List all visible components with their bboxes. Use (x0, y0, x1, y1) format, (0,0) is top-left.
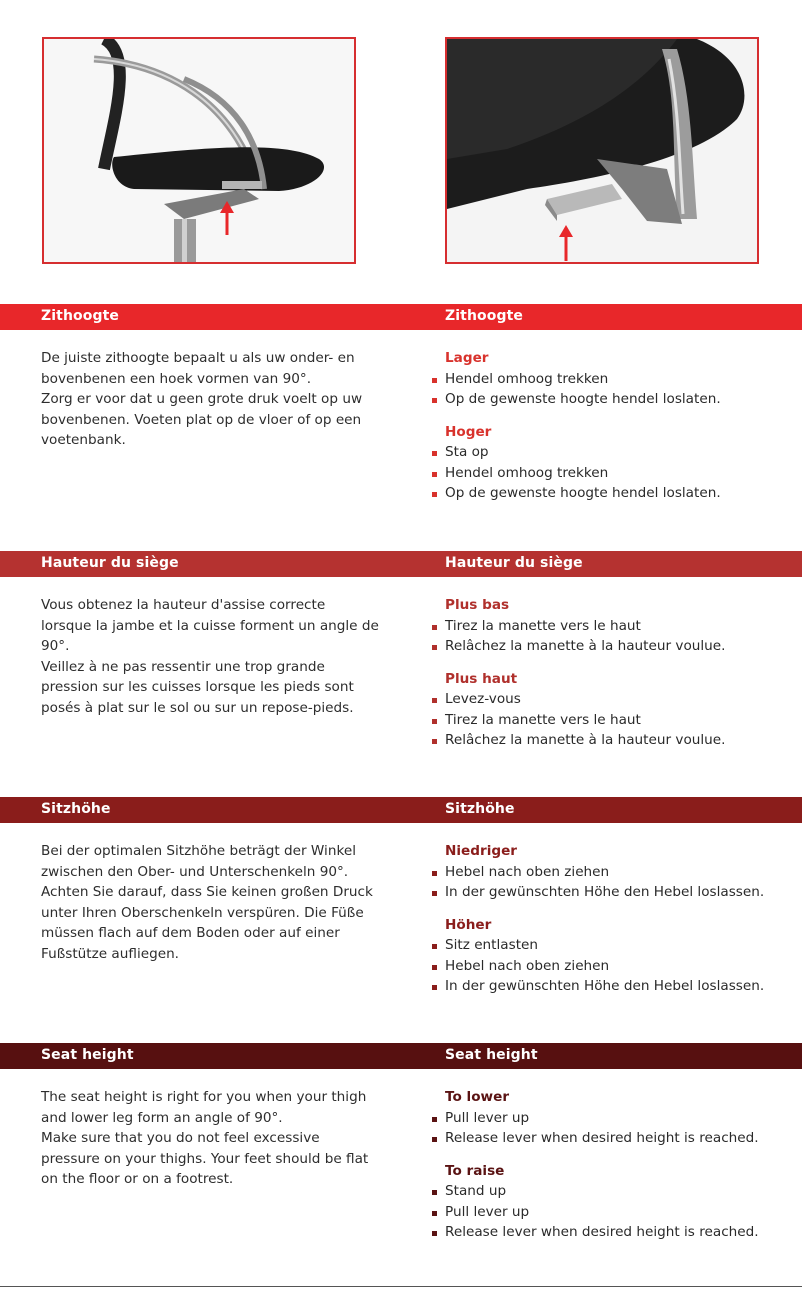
bullet-icon (432, 472, 437, 477)
list-item: Stand up (429, 1181, 801, 1202)
instructions (429, 1087, 801, 1243)
lower-heading: To lower (445, 1089, 510, 1105)
description-paragraph: De juiste zithoogte bepaalt u als uw onder- en bovenbenen een hoek vormen van 90°. (41, 350, 355, 387)
bullet-icon (432, 1190, 437, 1195)
section-de (0, 797, 802, 994)
chair-side-view-illustration (44, 39, 354, 262)
instructions (429, 348, 801, 504)
description-paragraph: Make sure that you do not feel excessive pressure on your thighs. Your feet should be flat on the floor or on a footrest. (41, 1130, 369, 1187)
left-section-title: Seat height (41, 1047, 134, 1063)
lower-heading: Plus bas (445, 597, 510, 613)
description-paragraph: Zorg er voor dat u geen grote druk voelt op uw bovenbenen. Voeten plat op de vloer of op een voetenbank. (41, 391, 363, 448)
bullet-icon (432, 645, 437, 650)
figure-lever-closeup (445, 37, 759, 264)
bullet-icon (432, 719, 437, 724)
bullet-icon (432, 985, 437, 990)
left-section-title: Sitzhöhe (41, 801, 111, 817)
description-paragraph: Bei der optimalen Sitzhöhe beträgt der Winkel zwischen den Ober- und Unterschenkeln 90°. Achten Sie darauf, dass Sie keinen großen Druck unter Ihren Oberschenkeln verspüren. Die Füße müssen flach auf dem Boden oder auf einer Fußstütze aufliegen. (41, 843, 373, 962)
list-item: Tirez la manette vers le haut (429, 710, 801, 731)
bullet-icon (432, 378, 437, 383)
list-item: Levez-vous (429, 689, 801, 710)
list-item: Sta op (429, 442, 801, 463)
section-nl (0, 304, 802, 501)
raise-steps (429, 689, 801, 751)
raise-heading: Höher (445, 916, 492, 933)
description (41, 1087, 379, 1190)
lower-heading: Niedriger (445, 843, 518, 859)
right-section-title: Zithoogte (445, 308, 523, 324)
bullet-icon (432, 625, 437, 630)
description-paragraph: The seat height is right for you when your thigh and lower leg form an angle of 90°. (41, 1089, 367, 1126)
bullet-icon (432, 451, 437, 456)
lower-steps (429, 862, 801, 903)
lower-steps (429, 369, 801, 410)
description-paragraph: Veillez à ne pas ressentir une trop grande pression sur les cuisses lorsque les pieds sont posés à plat sur le sol ou sur un repose-pieds. (41, 658, 354, 716)
bullet-icon (432, 1117, 437, 1122)
section-header-bar (0, 304, 802, 330)
bullet-icon (432, 965, 437, 970)
bullet-icon (432, 1211, 437, 1216)
list-item: Release lever when desired height is reached. (429, 1222, 801, 1243)
section-header-bar (0, 551, 802, 577)
bullet-icon (432, 891, 437, 896)
raise-steps (429, 1181, 801, 1243)
description (41, 595, 379, 718)
bullet-icon (432, 871, 437, 876)
description-paragraph: Vous obtenez la hauteur d'assise correcte lorsque la jambe et la cuisse forment un angle de 90°. (41, 597, 379, 654)
list-item: Sitz entlasten (429, 935, 801, 956)
figure-chair-side-view (42, 37, 356, 264)
list-item: Hebel nach oben ziehen (429, 956, 801, 977)
list-item: Relâchez la manette à la hauteur voulue. (429, 636, 801, 657)
right-section-title: Seat height (445, 1047, 538, 1063)
list-item: Tirez la manette vers le haut (429, 616, 801, 637)
right-section-title: Hauteur du siège (445, 555, 583, 571)
bullet-icon (432, 698, 437, 703)
bullet-icon (432, 1137, 437, 1142)
raise-heading: Hoger (445, 423, 492, 440)
list-item: Release lever when desired height is reached. (429, 1128, 801, 1149)
section-fr (0, 551, 802, 748)
list-item: Hendel omhoog trekken (429, 463, 801, 484)
list-item: Pull lever up (429, 1108, 801, 1129)
lever-closeup-illustration (447, 39, 757, 262)
description (41, 841, 379, 964)
bullet-icon (432, 398, 437, 403)
bullet-icon (432, 492, 437, 497)
left-section-title: Hauteur du siège (41, 555, 179, 571)
section-header-bar (0, 1043, 802, 1069)
bottom-divider (0, 1286, 802, 1287)
list-item: Hebel nach oben ziehen (429, 862, 801, 883)
section-header-bar (0, 797, 802, 823)
lower-steps (429, 1108, 801, 1149)
list-item: In der gewünschten Höhe den Hebel loslassen. (429, 976, 801, 997)
list-item: In der gewünschten Höhe den Hebel loslassen. (429, 882, 801, 903)
right-section-title: Sitzhöhe (445, 801, 515, 817)
bullet-icon (432, 739, 437, 744)
raise-steps (429, 935, 801, 997)
left-section-title: Zithoogte (41, 308, 119, 324)
lower-heading: Lager (445, 350, 489, 366)
list-item: Op de gewenste hoogte hendel loslaten. (429, 483, 801, 504)
section-en (0, 1043, 802, 1240)
raise-heading: To raise (445, 1162, 505, 1179)
list-item: Op de gewenste hoogte hendel loslaten. (429, 389, 801, 410)
list-item: Relâchez la manette à la hauteur voulue. (429, 730, 801, 751)
bullet-icon (432, 1231, 437, 1236)
bullet-icon (432, 944, 437, 949)
list-item: Hendel omhoog trekken (429, 369, 801, 390)
description (41, 348, 379, 451)
lower-steps (429, 616, 801, 657)
list-item: Pull lever up (429, 1202, 801, 1223)
instructions (429, 841, 801, 997)
instructions (429, 595, 801, 751)
raise-heading: Plus haut (445, 670, 518, 687)
raise-steps (429, 442, 801, 504)
